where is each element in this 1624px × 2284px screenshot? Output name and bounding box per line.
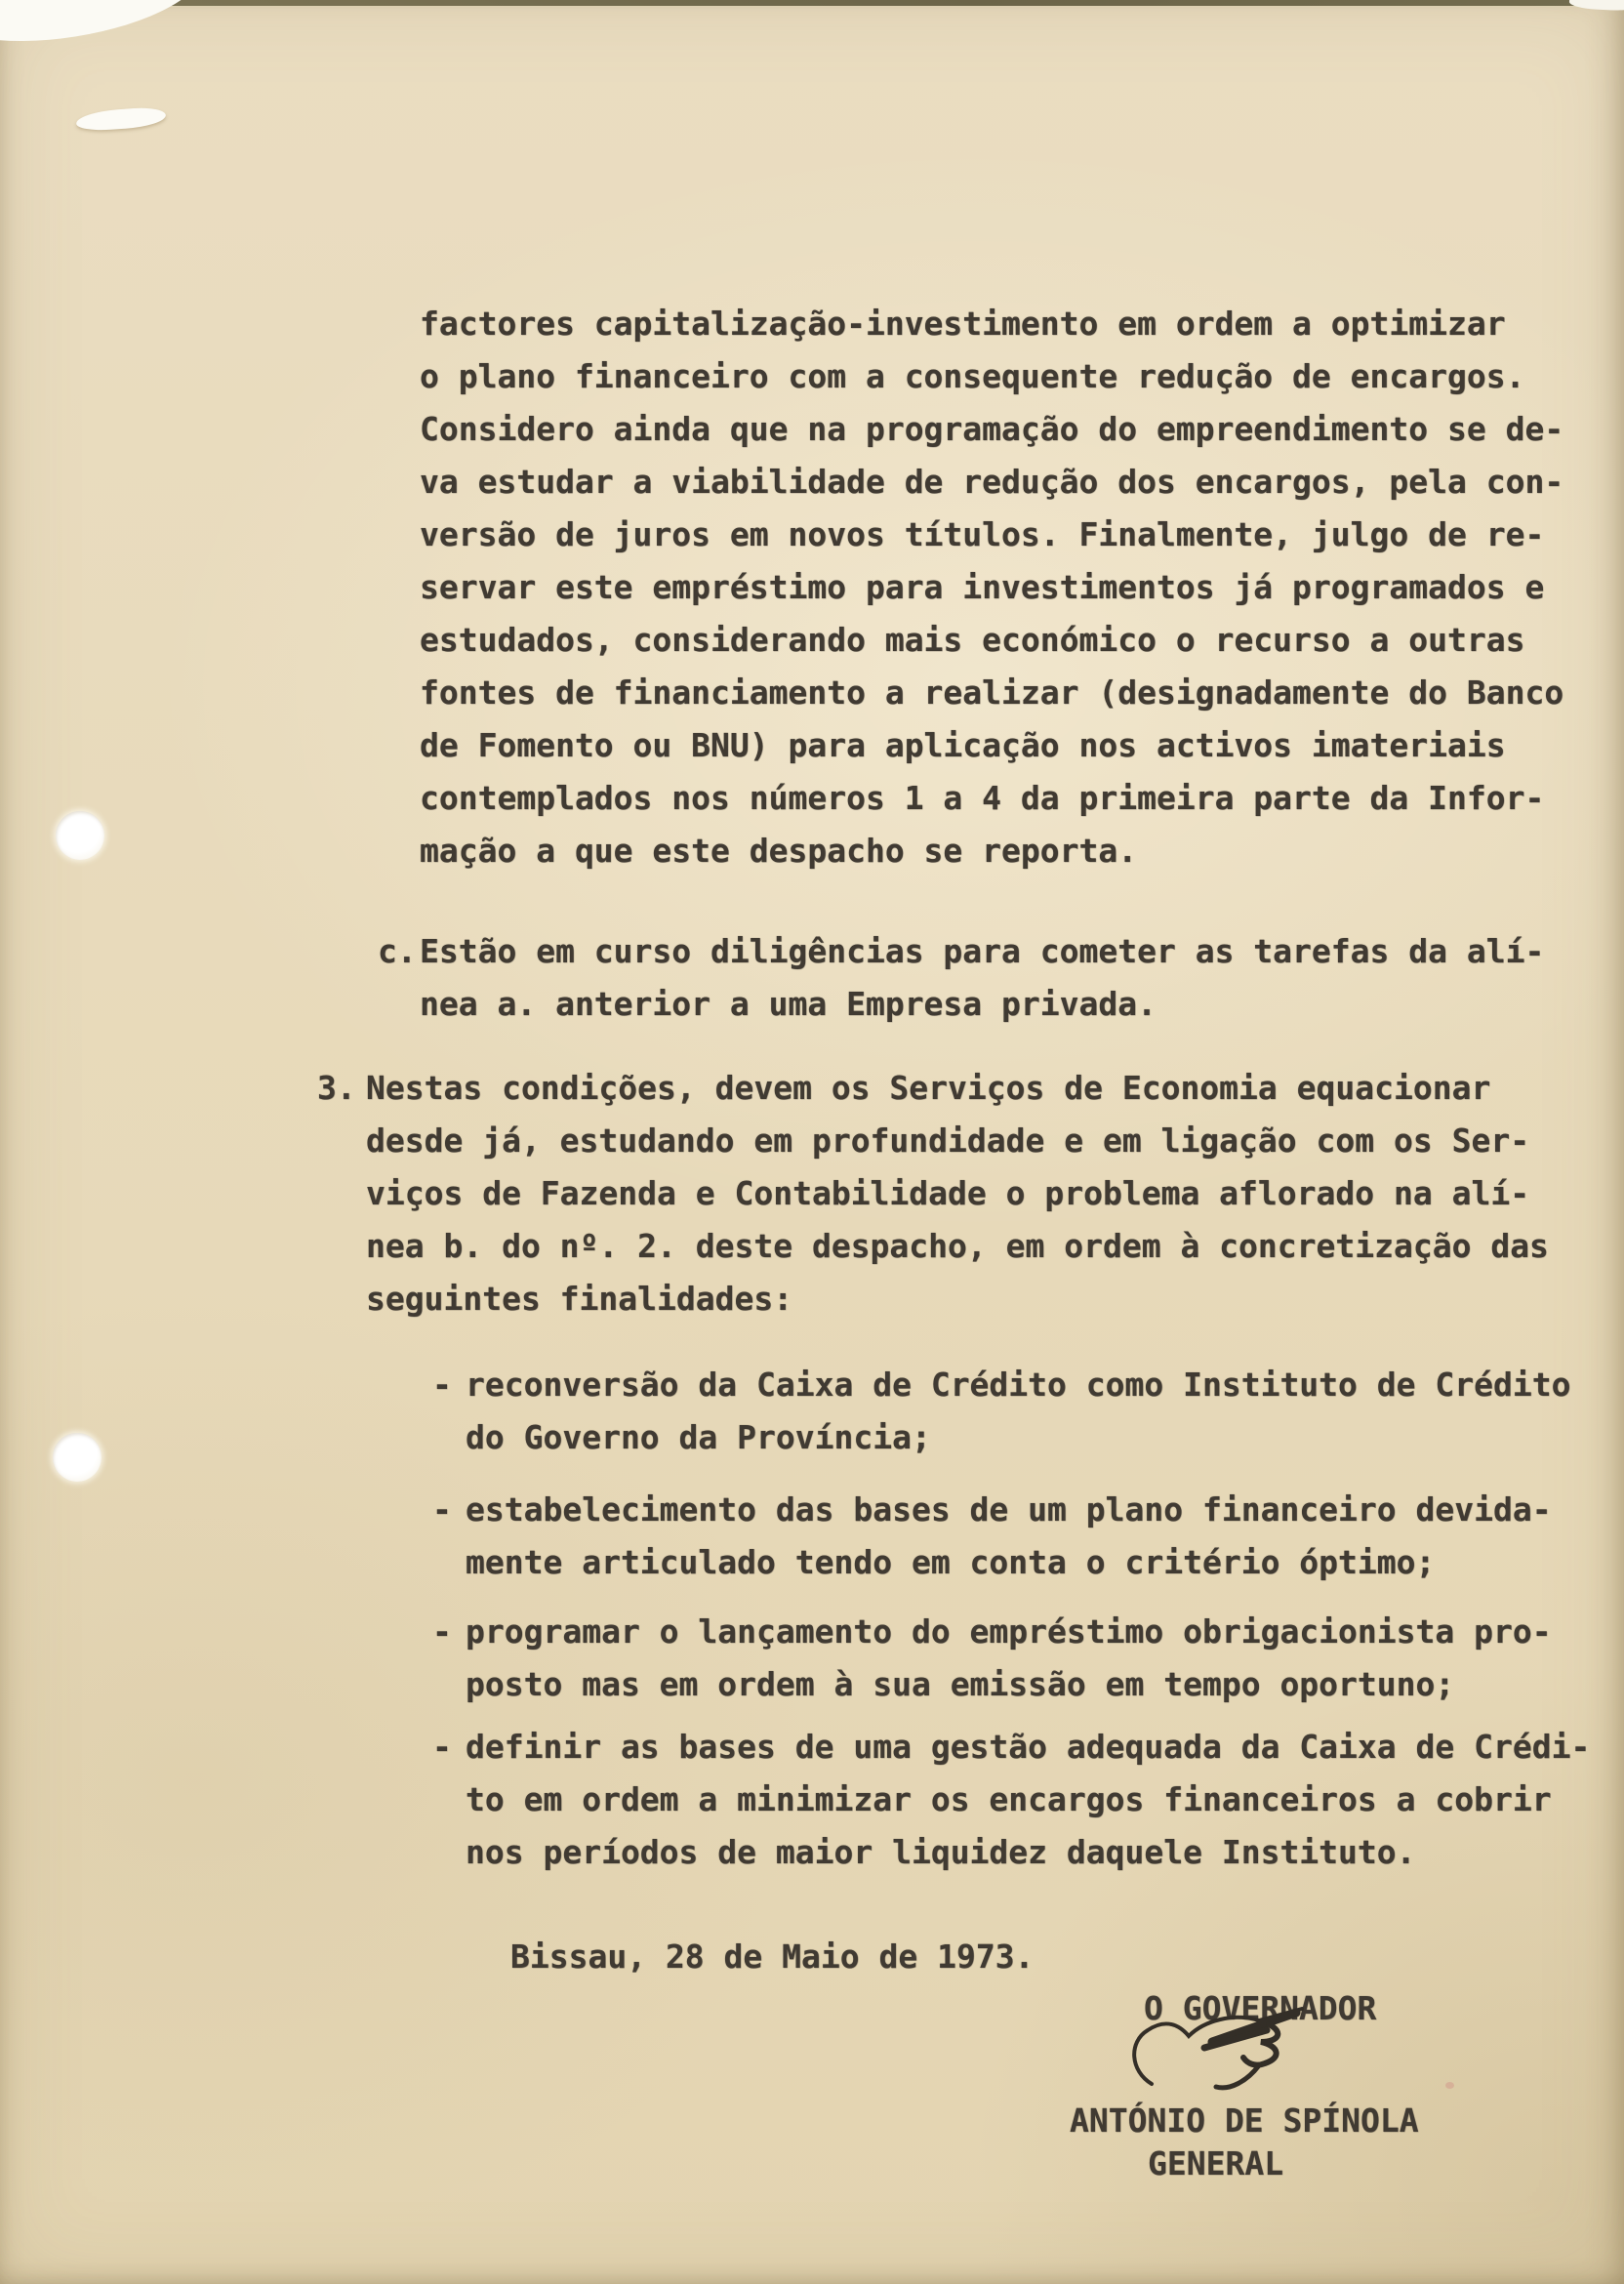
punch-hole-bottom (53, 1433, 102, 1482)
bullet-dash: - (432, 1366, 452, 1404)
bullet-text: estabelecimento das bases de um plano financeiro devida- mente articulado tendo em conta o critério óptimo; (466, 1490, 1552, 1581)
dateline-text: Bissau, 28 de Maio de 1973. (510, 1937, 1035, 1976)
signature-rank-text: GENERAL (1148, 2144, 1284, 2182)
bullet-dash: - (432, 1728, 452, 1766)
bullet-programar (432, 1606, 1552, 1711)
paper-tear-mark (75, 106, 166, 132)
governor-signature-icon (1122, 1999, 1318, 2101)
item-c-text: Estão em curso diligências para cometer as tarefas da alí- nea a. anterior a uma Empresa privada. (420, 932, 1545, 1023)
bullet-text: programar o lançamento do empréstimo obrigacionista pro- posto mas em ordem à sua emissão em tempo oportuno; (466, 1612, 1552, 1703)
punch-hole-top (56, 811, 104, 860)
bullet-dash: - (432, 1612, 452, 1651)
item-3-text: Nestas condições, devem os Serviços de Economia equacionar desde já, estudando em profundidade e em ligação com os Ser- viços de Fazenda e Contabilidade o problema aflorado na alí- nea b. do nº. 2. deste despacho, em ordem à concretização das seguintes finalidades: (366, 1069, 1549, 1318)
signature-name-text: ANTÓNIO DE SPÍNOLA (1070, 2101, 1419, 2140)
paper-speck (1445, 2082, 1454, 2089)
dateline (510, 1931, 1034, 1983)
scan-corner-top-left (0, 0, 211, 58)
bullet-text: definir as bases de uma gestão adequada da Caixa de Crédi- to em ordem a minimizar os encargos financeiros a cobrir nos períodos de maior liquidez daquele Instituto. (466, 1728, 1591, 1871)
scan-corner-top-right (1569, 0, 1624, 12)
paragraph-b-continuation: factores capitalização-investimento em ordem a optimizar o plano financeiro com a consequente redução de encargos. Considero ainda que na programação do empreendimento se de- va estudar a viabilidade de redução dos encargos, pela con- versão de juros em novos títulos. Finalmente, julgo de re- servar este empréstimo para investimentos já programados e estudados, considerando mais económico o recurso a outras fontes de financiamento a realizar (designadamente do Banco de Fomento ou BNU) para aplicação nos activos imateriais contemplados nos números 1 a 4 da primeira parte da Infor- mação a que este despacho se reporta. (420, 305, 1564, 870)
scan-edge-top (0, 0, 1624, 6)
bullet-reconversao (432, 1359, 1570, 1464)
signature-rank (1148, 2138, 1283, 2190)
bullet-definir (432, 1721, 1590, 1879)
bullet-text: reconversão da Caixa de Crédito como Instituto de Crédito do Governo da Província; (466, 1366, 1571, 1456)
item-3-label: 3. (317, 1069, 356, 1107)
item-3 (317, 1062, 1549, 1326)
bullet-estabelecimento (432, 1484, 1552, 1589)
bullet-dash: - (432, 1490, 452, 1529)
item-c-label: c. (378, 932, 417, 970)
signature-title-text: O GOVERNADOR (1144, 1989, 1377, 2027)
item-c (378, 925, 1544, 1031)
